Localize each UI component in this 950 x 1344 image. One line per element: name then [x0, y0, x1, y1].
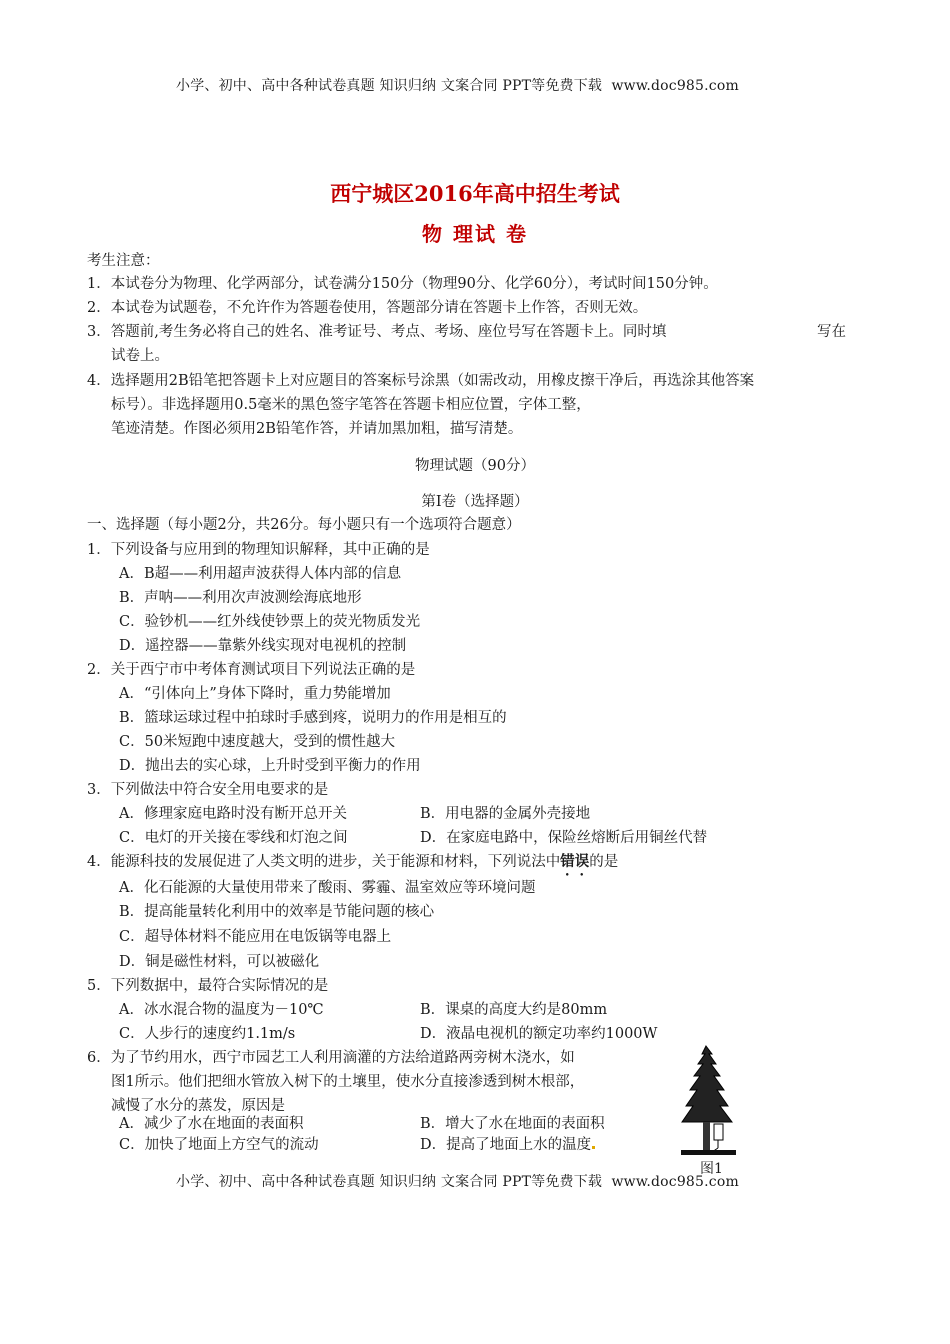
question-6-option-d — [420, 1134, 595, 1156]
bottom-banner-text: 小学、初中、高中各种试卷真题 知识归纳 文案合同 PPT等免费下载 — [176, 1174, 603, 1190]
question-4-option-b: B．提高能量转化利用中的效率是节能问题的核心 — [119, 904, 435, 920]
top-banner-site: www.doc985.com — [611, 78, 739, 94]
question-1-option-d: D．遥控器——靠紫外线实现对电视机的控制 — [119, 638, 407, 654]
top-banner — [176, 75, 739, 95]
question-2-option-a: A．“引体向上”身体下降时，重力势能增加 — [119, 686, 391, 702]
stray-mark — [592, 1146, 595, 1149]
exam-subtitle: 物 理试 卷 — [422, 222, 528, 246]
figure-1-label: 图1 — [700, 1161, 723, 1177]
exam-title: 西宁城区2016年高中招生考试 — [330, 181, 620, 206]
question-6-option-b: B．增大了水在地面的表面积 — [420, 1116, 605, 1132]
part-title: 第Ⅰ卷（选择题） — [421, 494, 529, 510]
question-2-option-d: D．抛出去的实心球，上升时受到平衡力的作用 — [119, 758, 421, 774]
section-title: 物理试题（90分） — [415, 458, 535, 474]
question-4-emphasis: 错误 — [560, 853, 590, 870]
question-4-option-a: A．化石能源的大量使用带来了酸雨、雾霾、温室效应等环境问题 — [119, 880, 536, 896]
notice-item-4-cont: 标号）。非选择题用0.5毫米的黑色签字笔答在答题卡相应位置，字体工整， — [111, 397, 591, 413]
question-2-option-c: C．50米短跑中速度越大，受到的惯性越大 — [119, 734, 396, 750]
bottom-banner — [176, 1171, 739, 1191]
notice-item-3-tail: 写在 — [817, 324, 846, 340]
question-5-option-d: D．液晶电视机的额定功率约1000W — [420, 1026, 658, 1042]
figure-1-tree-illustration — [676, 1044, 754, 1160]
question-6-stem-2: 图1所示。他们把细水管放入树下的土壤里，使水分直接渗透到树木根部， — [111, 1074, 585, 1090]
notice-item-3-cont: 试卷上。 — [111, 348, 169, 364]
top-banner-text: 小学、初中、高中各种试卷真题 知识归纳 文案合同 PPT等免费下载 — [176, 78, 603, 94]
bottom-banner-site: www.doc985.com — [611, 1174, 739, 1190]
question-6-stem-1: 6．为了节约用水，西宁市园艺工人利用滴灌的方法给道路两旁树木浇水，如 — [87, 1050, 575, 1066]
question-5-option-a: A．冰水混合物的温度为－10℃ — [119, 1002, 324, 1018]
question-4-stem-tail: 的是 — [589, 854, 619, 870]
question-4-stem-text: 4．能源科技的发展促进了人类文明的进步，关于能源和材料，下列说法中 — [87, 854, 561, 870]
question-6-option-d-text: D．提高了地面上水的温度 — [420, 1137, 592, 1153]
question-2-stem: 2．关于西宁市中考体育测试项目下列说法正确的是 — [87, 662, 416, 678]
question-3-option-c: C．电灯的开关接在零线和灯泡之间 — [119, 830, 348, 846]
question-3-option-d: D．在家庭电路中，保险丝熔断后用铜丝代替 — [420, 830, 708, 846]
question-5-option-b: B．课桌的高度大约是80mm — [420, 1002, 608, 1018]
question-4-option-d: D．铜是磁性材料，可以被磁化 — [119, 954, 320, 970]
notice-item-4: 4．选择题用2B铅笔把答题卡上对应题目的答案标号涂黑（如需改动，用橡皮擦干净后，再选涂其他答案 — [87, 373, 755, 389]
question-6-option-c: C．加快了地面上方空气的流动 — [119, 1137, 319, 1153]
question-3-option-a: A．修理家庭电路时没有断开总开关 — [119, 806, 347, 822]
question-5-option-c: C．人步行的速度约1.1m/s — [119, 1026, 296, 1042]
notice-item-4-cont2: 笔迹清楚。作图必须用2B铅笔作答，并请加黑加粗，描写清楚。 — [111, 421, 523, 437]
question-1-stem: 1．下列设备与应用到的物理知识解释，其中正确的是 — [87, 542, 430, 558]
notice-heading: 考生注意： — [87, 253, 160, 269]
question-6-option-a: A．减少了水在地面的表面积 — [119, 1116, 304, 1132]
question-4-option-c: C．超导体材料不能应用在电饭锅等电器上 — [119, 929, 392, 945]
notice-item-2: 2．本试卷为试题卷，不允许作为答题卷使用，答题部分请在答题卡上作答，否则无效。 — [87, 300, 648, 316]
notice-item-3: 3．答题前,考生务必将自己的姓名、准考证号、考点、考场、座位号写在答题卡上。同时填 — [87, 324, 667, 340]
question-5-stem: 5．下列数据中，最符合实际情况的是 — [87, 978, 329, 994]
question-1-option-c: C．验钞机——红外线使钞票上的荧光物质发光 — [119, 614, 421, 630]
question-6-stem-3: 减慢了水分的蒸发，原因是 — [111, 1098, 285, 1114]
question-1-option-a: A．B超——利用超声波获得人体内部的信息 — [119, 566, 402, 582]
question-2-option-b: B．篮球运球过程中拍球时手感到疼，说明力的作用是相互的 — [119, 710, 507, 726]
question-1-option-b: B．声呐——利用次声波测绘海底地形 — [119, 590, 362, 606]
question-3-stem: 3．下列做法中符合安全用电要求的是 — [87, 782, 329, 798]
question-3-option-b: B．用电器的金属外壳接地 — [420, 806, 591, 822]
notice-item-1: 1．本试卷分为物理、化学两部分，试卷满分150分（物理90分、化学60分），考试时间150分钟。 — [87, 276, 718, 292]
question-4-stem — [87, 851, 618, 879]
section-one-heading: 一、选择题（每小题2分，共26分。每小题只有一个选项符合题意） — [87, 517, 521, 533]
